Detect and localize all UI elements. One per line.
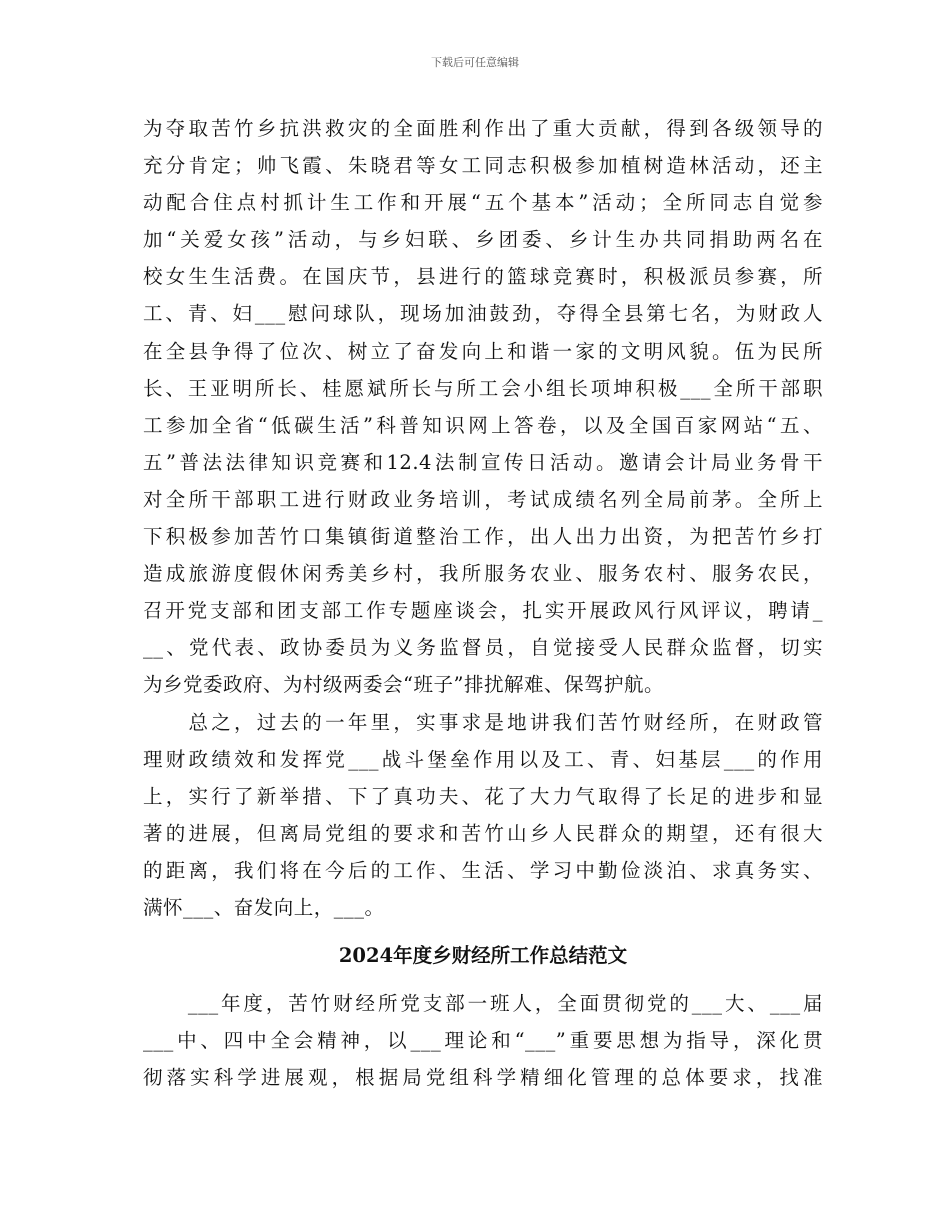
text-line: 满怀___、奋发向上，___。 (143, 895, 385, 919)
paragraph-1 (143, 110, 823, 704)
text-line: 校女生生活费。在国庆节，县进行的篮球竞赛时，积极派员参赛，所 (143, 265, 823, 289)
text-line: 著的进展，但离局党组的要求和苦竹山乡人民群众的期望，还有很大 (143, 821, 823, 845)
document-body (143, 110, 823, 1096)
text-line: 总之，过去的一年里，实事求是地讲我们苦竹财经所，在财政管 (143, 710, 823, 734)
text-line: 彻落实科学进展观，根据局党组科学精细化管理的总体要求，找准 (143, 1066, 823, 1090)
text-line: ___中、四中全会精神，以___理论和“___”重要思想为指导，深化贯 (143, 1029, 823, 1053)
text-line: 造成旅游度假休闲秀美乡村，我所服务农业、服务农村、服务农民， (143, 562, 823, 586)
text-line: 上，实行了新举措、下了真功夫、花了大力气取得了长足的进步和显 (143, 784, 823, 808)
page-header: 下载后可任意编辑 (431, 56, 519, 69)
text-line: 长、王亚明所长、桂愿斌所长与所工会小组长项坤积极___全所干部职 (143, 376, 823, 400)
text-line: 加“关爱女孩”活动，与乡妇联、乡团委、乡计生办共同捐助两名在 (143, 228, 823, 252)
text-line: 充分肯定；帅飞霞、朱晓君等女工同志积极参加植树造林活动，还主 (143, 154, 823, 178)
paragraph-2 (143, 704, 823, 927)
text-line: 工、青、妇___慰问球队，现场加油鼓劲，夺得全县第七名，为财政人 (143, 302, 823, 326)
text-line: ___年度，苦竹财经所党支部一班人，全面贯彻党的___大、___届 (143, 992, 823, 1016)
text-line: 召开党支部和团支部工作专题座谈会，扎实开展政风行风评议，聘请_ (143, 599, 823, 623)
text-line: 在全县争得了位次、树立了奋发向上和谐一家的文明风貌。伍为民所 (143, 339, 823, 363)
text-line: 五”普法法律知识竞赛和12.4法制宣传日活动。邀请会计局业务骨干 (143, 450, 823, 474)
paragraph-3 (143, 985, 823, 1096)
text-line: 下积极参加苦竹口集镇街道整治工作，出人出力出资，为把苦竹乡打 (143, 525, 823, 549)
text-line: 动配合住点村抓计生工作和开展“五个基本”活动；全所同志自觉参 (143, 191, 823, 215)
text-line: 为夺取苦竹乡抗洪救灾的全面胜利作出了重大贡献，得到各级领导的 (143, 117, 823, 140)
text-line: 为乡党委政府、为村级两委会“班子”排扰解难、保驾护航。 (143, 673, 664, 697)
text-line: 工参加全省“低碳生活”科普知识网上答卷，以及全国百家网站“五、 (143, 413, 823, 437)
text-line: __、党代表、政协委员为义务监督员，自觉接受人民群众监督，切实 (143, 636, 823, 660)
text-line: 理财政绩效和发挥党___战斗堡垒作用以及工、青、妇基层___的作用 (143, 747, 823, 771)
text-line: 对全所干部职工进行财政业务培训，考试成绩名列全局前茅。全所上 (143, 487, 823, 511)
text-line: 的距离，我们将在今后的工作、生活、学习中勤俭淡泊、求真务实、 (143, 858, 823, 882)
section-title: 2024年度乡财经所工作总结范文 (338, 944, 628, 968)
